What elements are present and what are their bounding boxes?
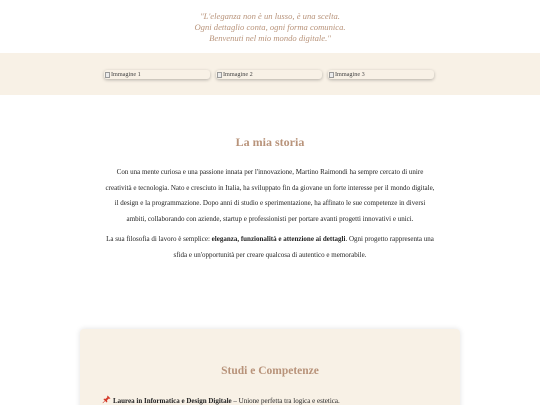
gallery-image-1-alt: Immagine 1 [111,71,141,78]
broken-image-icon [329,72,334,78]
pushpin-icon [102,395,111,404]
gallery-image-2[interactable] [216,70,322,79]
studies-list-item [102,395,452,405]
studies-item-title: Laurea in Informatica e Design Digitale [113,397,232,405]
studies-item-desc: – Unione perfetta tra logica e estetica. [231,397,340,405]
story-paragraph-2 [104,232,436,263]
quote-line-1: "L'eleganza non è un lusso, è una scelta. [200,11,340,21]
story-p2-prefix: La sua filosofia di lavoro è semplice: [106,235,212,243]
image-gallery [0,53,540,95]
studies-card [80,329,460,405]
studies-heading: Studi e Competenze [221,365,319,377]
story-p2-emphasis: eleganza, funzionalità e attenzione ai dettagli [211,235,346,243]
gallery-image-2-alt: Immagine 2 [223,71,253,78]
broken-image-icon [217,72,222,78]
story-heading: La mia storia [235,135,305,149]
gallery-image-3[interactable] [328,70,434,79]
quote-line-2: Ogni dettaglio conta, ogni forma comunica. [194,22,346,32]
story-p2-suffix: . Ogni progetto rappresenta una sfida e un'opportunità per creare qualcosa di autentico e memorabile. [173,235,434,259]
gallery-image-1[interactable] [104,70,210,79]
welcome-quote [0,11,540,44]
quote-line-3: Benvenuti nel mio mondo digitale." [209,33,331,43]
story-body [104,165,436,263]
story-paragraph-1: Con una mente curiosa e una passione innata per l'innovazione, Martino Raimondi ha sempre cercato di unire creatività e tecnologia. Nato e cresciuto in Italia, ha sviluppato fin da giovane un forte interesse per il mondo digitale, il design e la programmazione. Dopo anni di studio e sperimentazione, ha affinato le sue competenze in diversi ambiti, collaborando con aziende, startup e professionisti per portare avanti progetti innovativi e unici. [105,168,435,223]
broken-image-icon [105,72,110,78]
gallery-image-3-alt: Immagine 3 [335,71,365,78]
